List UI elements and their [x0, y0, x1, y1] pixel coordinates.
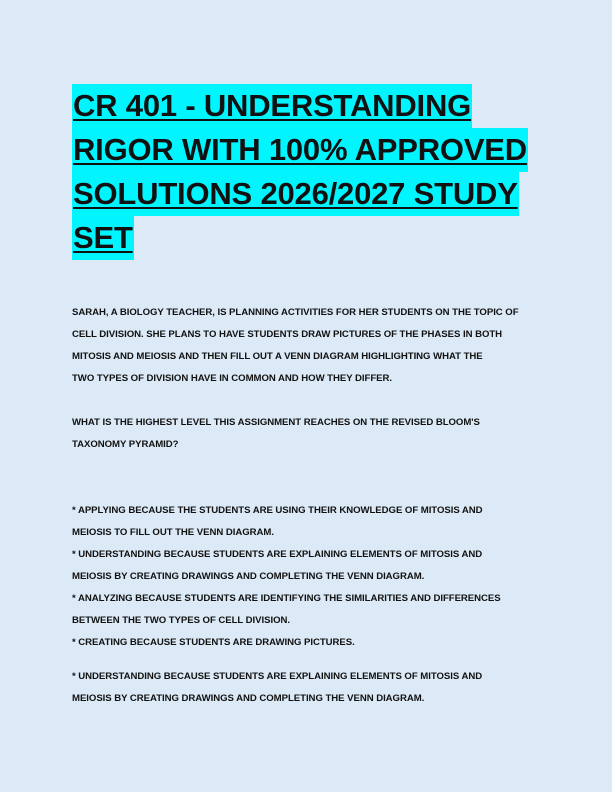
document-title: [72, 84, 542, 260]
answer-line-1: * UNDERSTANDING BECAUSE STUDENTS ARE EXPLAINING ELEMENTS OF MITOSIS AND: [72, 671, 483, 682]
question-line-2: CELL DIVISION. SHE PLANS TO HAVE STUDENTS DRAW PICTURES OF THE PHASES IN BOTH: [72, 329, 503, 340]
option-line-5: * ANALYZING BECAUSE STUDENTS ARE IDENTIFYING THE SIMILARITIES AND DIFFERENCES: [72, 593, 501, 604]
title-line-4: SET: [72, 216, 134, 260]
title-line-1: CR 401 - UNDERSTANDING: [72, 84, 472, 128]
question-line-3: MITOSIS AND MEIOSIS AND THEN FILL OUT A VENN DIAGRAM HIGHLIGHTING WHAT THE: [72, 351, 483, 362]
option-line-6: BETWEEN THE TWO TYPES OF CELL DIVISION.: [72, 615, 291, 626]
selected-answer: [72, 666, 542, 710]
question-line-1: SARAH, A BIOLOGY TEACHER, IS PLANNING ACTIVITIES FOR HER STUDENTS ON THE TOPIC OF: [72, 307, 519, 318]
option-line-4: MEIOSIS BY CREATING DRAWINGS AND COMPLETING THE VENN DIAGRAM.: [72, 571, 425, 582]
title-line-3: SOLUTIONS 2026/2027 STUDY: [72, 172, 519, 216]
option-line-2: MEIOSIS TO FILL OUT THE VENN DIAGRAM.: [72, 527, 274, 538]
option-line-7: * CREATING BECAUSE STUDENTS ARE DRAWING PICTURES.: [72, 637, 355, 648]
option-line-1: * APPLYING BECAUSE THE STUDENTS ARE USING THEIR KNOWLEDGE OF MITOSIS AND: [72, 505, 483, 516]
option-line-3: * UNDERSTANDING BECAUSE STUDENTS ARE EXPLAINING ELEMENTS OF MITOSIS AND: [72, 549, 483, 560]
prompt-line-1: WHAT IS THE HIGHEST LEVEL THIS ASSIGNMENT REACHES ON THE REVISED BLOOM'S: [72, 417, 480, 428]
question-prompt: [72, 412, 542, 456]
question-text: [72, 302, 542, 390]
answer-line-2: MEIOSIS BY CREATING DRAWINGS AND COMPLETING THE VENN DIAGRAM.: [72, 693, 425, 704]
answer-options-list: [72, 500, 542, 654]
question-line-4: TWO TYPES OF DIVISION HAVE IN COMMON AND HOW THEY DIFFER.: [72, 373, 392, 384]
prompt-line-2: TAXONOMY PYRAMID?: [72, 439, 179, 450]
title-line-2: RIGOR WITH 100% APPROVED: [72, 128, 528, 172]
